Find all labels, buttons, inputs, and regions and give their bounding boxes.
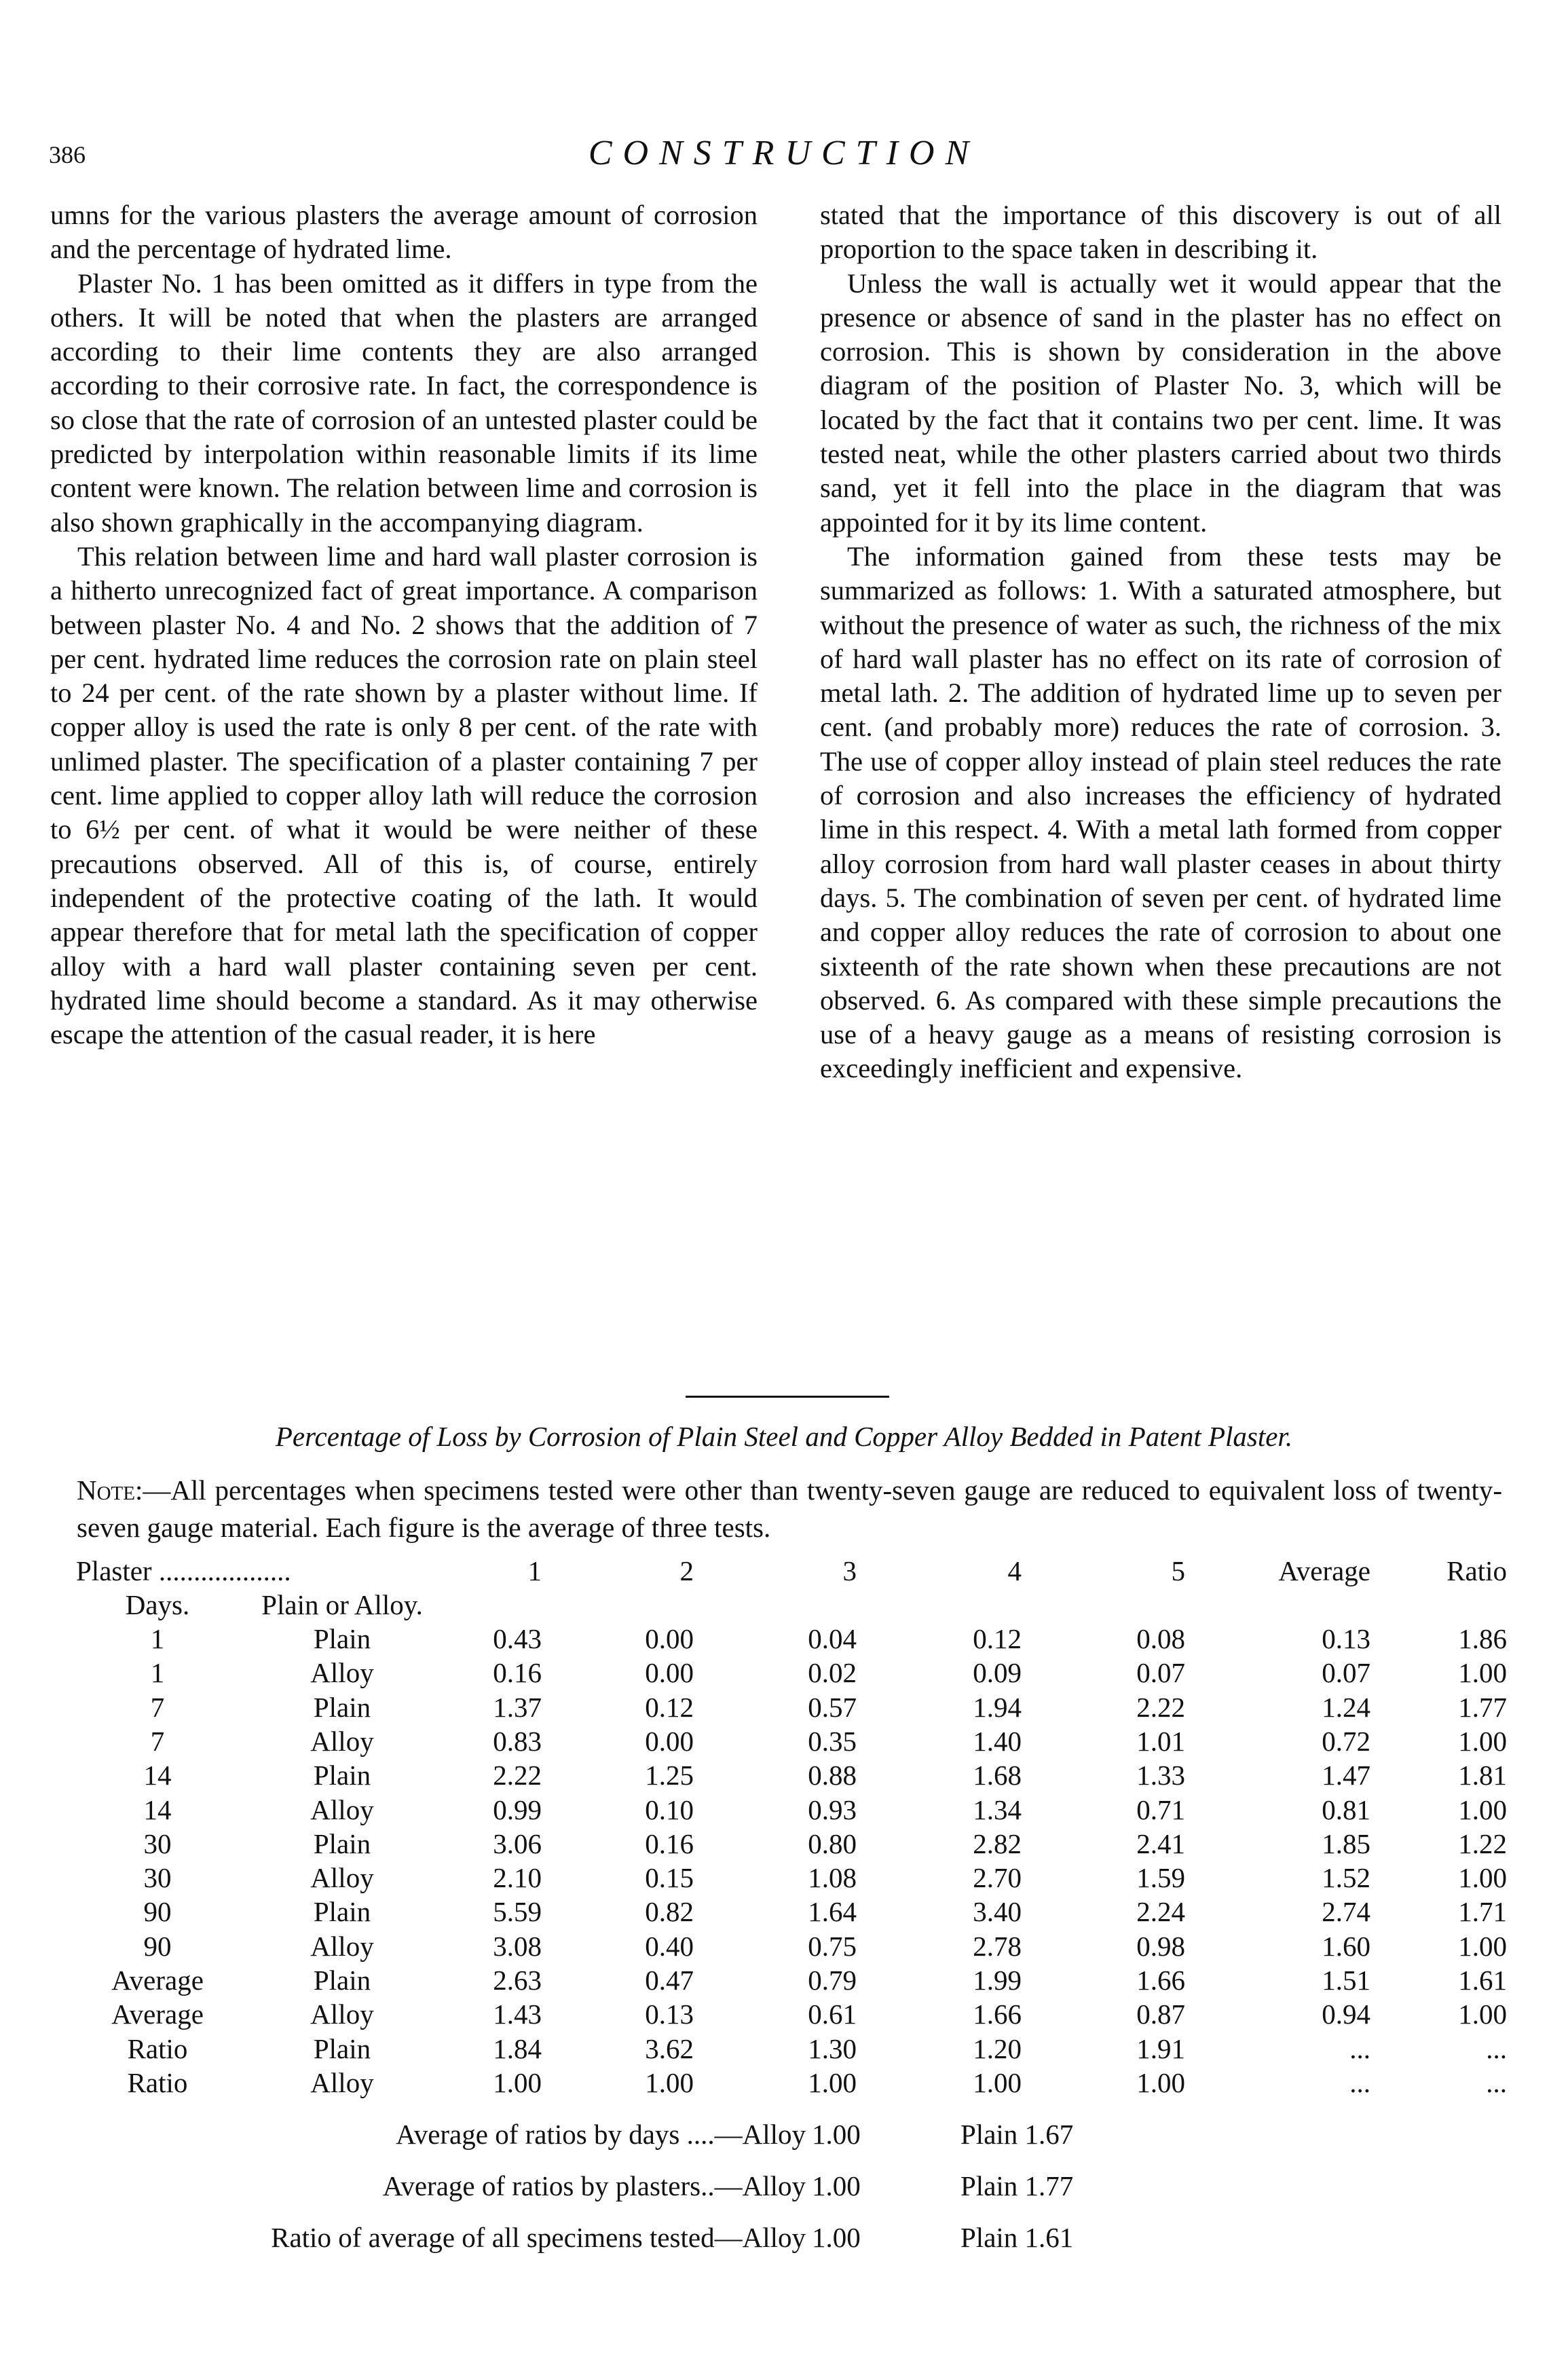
table-cell: 1.20 <box>973 2032 1022 2064</box>
table-cell: 1.68 <box>973 1760 1022 1791</box>
table-cell: 1.84 <box>493 2032 542 2064</box>
summary-plain-value: Plain 1.77 <box>960 2170 1074 2201</box>
table-header-cell: Ratio <box>1446 1555 1507 1586</box>
table-cell: 0.88 <box>808 1760 857 1791</box>
table-cell: 1.66 <box>1136 1965 1185 1996</box>
table-cell-type: Plain <box>313 2032 371 2064</box>
table-cell: 1.33 <box>1136 1760 1185 1791</box>
table-cell: 2.41 <box>1136 1827 1185 1859</box>
table-cell: 1.37 <box>493 1691 542 1723</box>
table-cell: 1.77 <box>1458 1691 1507 1723</box>
table-cell: 1.43 <box>493 1998 542 2030</box>
table-cell-type: Alloy <box>310 1657 374 1689</box>
right-column <box>820 198 1501 1086</box>
table-cell: 1.34 <box>973 1793 1022 1825</box>
table-cell: 1.47 <box>1322 1760 1370 1791</box>
table-cell: 1.61 <box>1458 1965 1507 1996</box>
table-cell: 2.70 <box>973 1862 1022 1894</box>
table-cell-days: Average <box>111 1998 204 2030</box>
table-cell-days: Average <box>111 1965 204 1996</box>
table-cell: 1.85 <box>1322 1827 1370 1859</box>
table-cell: 0.07 <box>1136 1657 1185 1689</box>
table-cell-type: Plain <box>313 1623 371 1654</box>
table-cell-days: 1 <box>150 1657 165 1689</box>
table-cell-type: Alloy <box>310 1793 374 1825</box>
table-cell: 3.40 <box>973 1896 1022 1928</box>
table-cell-days: Ratio <box>127 2032 188 2064</box>
table-cell: 1.00 <box>1458 1862 1507 1894</box>
paragraph: Unless the wall is actually wet it would appear that the presence or absence of sand in the plaster has no effect on corrosion. This is shown by consideration in the above diagram of the position of Plaster No. 3, which will be located by the fact that it contains two per cent. lime. It was tested neat, while the other plasters carried about two thirds sand, yet it fell into the place in the diagram that was appointed for it by its lime content. <box>820 267 1501 538</box>
table-header-cell: 3 <box>842 1555 857 1586</box>
table-cell: 1.00 <box>973 2066 1022 2098</box>
table-cell: 0.16 <box>645 1827 694 1859</box>
running-head: CONSTRUCTION <box>588 134 980 172</box>
table-cell: 2.22 <box>1136 1691 1185 1723</box>
page-number: 386 <box>49 141 86 168</box>
table-cell: 0.81 <box>1322 1793 1370 1825</box>
summary-label: Ratio of average of all specimens tested—Alloy <box>271 2222 806 2253</box>
table-cell: 1.60 <box>1322 1930 1370 1962</box>
table-cell-days: 14 <box>143 1793 172 1825</box>
table-cell: 1.01 <box>1136 1725 1185 1757</box>
note-text: :—All percentages when specimens tested were other than twenty-seven gauge are reduced to equivalent loss of twenty-seven gauge material. Each figure is the average of three tests. <box>77 1474 1502 1543</box>
table-cell: 2.78 <box>973 1930 1022 1962</box>
table-cell: 0.10 <box>645 1793 694 1825</box>
table-cell: 0.07 <box>1322 1657 1370 1689</box>
table-cell: 1.00 <box>808 2066 857 2098</box>
table-cell-type: Plain <box>313 1760 371 1791</box>
paragraph: umns for the various plasters the average amount of corrosion and the percentage of hydrated lime. <box>50 200 758 265</box>
table-cell: 0.13 <box>1322 1623 1370 1654</box>
table-cell: 2.22 <box>493 1760 542 1791</box>
table-cell-days: 90 <box>143 1930 172 1962</box>
table-cell-type: Plain <box>313 1827 371 1859</box>
table-cell: 1.99 <box>973 1965 1022 1996</box>
table-cell: 1.59 <box>1136 1862 1185 1894</box>
table-cell: 0.40 <box>645 1930 694 1962</box>
table-cell: 2.82 <box>973 1827 1022 1859</box>
table-note <box>77 1472 1502 1546</box>
table-header-label: Plaster ................... <box>76 1555 291 1586</box>
table-header-cell: 5 <box>1171 1555 1185 1586</box>
table-cell: 0.02 <box>808 1657 857 1689</box>
table-cell: 1.91 <box>1136 2032 1185 2064</box>
table-cell: 3.62 <box>645 2032 694 2064</box>
table-cell: 3.06 <box>493 1827 542 1859</box>
table-cell: 0.00 <box>645 1657 694 1689</box>
table-cell-type: Alloy <box>310 1930 374 1962</box>
table-cell: ... <box>1349 2066 1370 2098</box>
table-cell: 1.40 <box>973 1725 1022 1757</box>
table-cell: 0.93 <box>808 1793 857 1825</box>
table-title: Percentage of Loss by Corrosion of Plain Steel and Copper Alloy Bedded in Patent Plaster. <box>275 1421 1293 1452</box>
table-cell: 0.09 <box>973 1657 1022 1689</box>
summary-alloy-value: 1.00 <box>812 2170 861 2201</box>
table-cell-days: 30 <box>143 1827 172 1859</box>
table-cell: 1.00 <box>645 2066 694 2098</box>
table-subheader-type: Plain or Alloy. <box>261 1589 423 1620</box>
paragraph: The information gained from these tests may be summarized as follows: 1. With a saturated atmosphere, but without the presence of water as such, the richness of the mix of hard wall plaster has no effect on its rate of corrosion of metal lath. 2. The addition of hydrated lime up to seven per cent. (and probably more) reduces the rate of corrosion. 3. The use of copper alloy instead of plain steel reduces the rate of corrosion and also increases the efficiency of hydrated lime in this respect. 4. With a metal lath formed from copper alloy corrosion from hard wall plaster ceases in about thirty days. 5. The combination of seven per cent. of hydrated lime and copper alloy reduces the rate of corrosion to about one sixteenth of the rate shown when these precautions are not observed. 6. As compared with these simple precautions the use of a heavy gauge as a means of resisting corrosion is exceedingly inefficient and expensive. <box>820 540 1501 1084</box>
table-cell: 0.61 <box>808 1998 857 2030</box>
table-cell-type: Plain <box>313 1896 371 1928</box>
table-cell: 1.86 <box>1458 1623 1507 1654</box>
table-cell-days: 7 <box>150 1725 165 1757</box>
table-cell: 5.59 <box>493 1896 542 1928</box>
table-cell: 1.00 <box>1458 1657 1507 1689</box>
table-cell: 0.13 <box>645 1998 694 2030</box>
table-cell: 0.43 <box>493 1623 542 1654</box>
table-cell: 0.12 <box>645 1691 694 1723</box>
table-cell: 0.71 <box>1136 1793 1185 1825</box>
table-cell-type: Alloy <box>310 1998 374 2030</box>
table-cell-type: Alloy <box>310 1862 374 1894</box>
summary-alloy-value: 1.00 <box>812 2119 861 2150</box>
table-cell: 0.57 <box>808 1691 857 1723</box>
table-cell-type: Plain <box>313 1691 371 1723</box>
table-cell: 1.66 <box>973 1998 1022 2030</box>
table-cell-days: 90 <box>143 1896 172 1928</box>
table-cell: 0.87 <box>1136 1998 1185 2030</box>
table-header-cell: 4 <box>1007 1555 1022 1586</box>
table-cell: 1.24 <box>1322 1691 1370 1723</box>
table-cell: 0.15 <box>645 1862 694 1894</box>
table-cell: 1.00 <box>493 2066 542 2098</box>
table-cell: 2.24 <box>1136 1896 1185 1928</box>
table-header-cell: 2 <box>679 1555 694 1586</box>
table-cell: 0.98 <box>1136 1930 1185 1962</box>
summary-plain-value: Plain 1.61 <box>960 2222 1074 2253</box>
table-cell: 1.00 <box>1458 1998 1507 2030</box>
table-cell: 1.30 <box>808 2032 857 2064</box>
table-cell: 1.71 <box>1458 1896 1507 1928</box>
table-cell: 0.83 <box>493 1725 542 1757</box>
paragraph: stated that the importance of this discovery is out of all proportion to the space taken in describing it. <box>820 200 1501 265</box>
table-cell: 2.74 <box>1322 1896 1370 1928</box>
left-column <box>50 198 758 1052</box>
table-header-cell: Average <box>1278 1555 1370 1586</box>
table-cell: 1.00 <box>1458 1793 1507 1825</box>
summary-alloy-value: 1.00 <box>812 2222 861 2253</box>
table-cell: 1.08 <box>808 1862 857 1894</box>
table-cell: 1.81 <box>1458 1760 1507 1791</box>
table-cell: ... <box>1486 2032 1507 2064</box>
table-cell-type: Alloy <box>310 1725 374 1757</box>
table-cell: 1.64 <box>808 1896 857 1928</box>
table-cell: 0.00 <box>645 1623 694 1654</box>
table-header-cell: 1 <box>527 1555 542 1586</box>
table-cell: 3.08 <box>493 1930 542 1962</box>
table-cell: 0.12 <box>973 1623 1022 1654</box>
paragraph: Plaster No. 1 has been omitted as it differs in type from the others. It will be noted that when the plasters are arranged according to their lime contents they are also arranged according to their corrosive rate. In fact, the correspondence is so close that the rate of corrosion of an untested plaster could be predicted by interpolation within reasonable limits if its lime content were known. The relation between lime and corrosion is also shown graphically in the accompanying diagram. <box>50 267 758 538</box>
section-divider <box>686 1396 889 1398</box>
table-cell: 0.00 <box>645 1725 694 1757</box>
note-label: Note <box>77 1474 135 1506</box>
table-cell: 1.94 <box>973 1691 1022 1723</box>
table-cell: 1.52 <box>1322 1862 1370 1894</box>
table-cell: 1.00 <box>1458 1725 1507 1757</box>
table-cell: 0.08 <box>1136 1623 1185 1654</box>
summary-label: Average of ratios by plasters..—Alloy <box>382 2170 806 2201</box>
table-cell: 1.25 <box>645 1760 694 1791</box>
table-cell: 0.75 <box>808 1930 857 1962</box>
table-cell-type: Alloy <box>310 2066 374 2098</box>
table-cell: 1.00 <box>1458 1930 1507 1962</box>
table-cell-type: Plain <box>313 1965 371 1996</box>
table-cell-days: 14 <box>143 1760 172 1791</box>
table-cell: 0.16 <box>493 1657 542 1689</box>
table-cell-days: 7 <box>150 1691 165 1723</box>
table-cell: 1.00 <box>1136 2066 1185 2098</box>
table-cell: 0.72 <box>1322 1725 1370 1757</box>
table-cell: 0.47 <box>645 1965 694 1996</box>
table-cell: 0.94 <box>1322 1998 1370 2030</box>
summary-plain-value: Plain 1.67 <box>960 2119 1074 2150</box>
table-cell: 2.10 <box>493 1862 542 1894</box>
table-cell: ... <box>1486 2066 1507 2098</box>
table-subheader-days: Days. <box>125 1589 190 1620</box>
table-cell: 0.82 <box>645 1896 694 1928</box>
table-cell: 1.22 <box>1458 1827 1507 1859</box>
table-cell: 1.51 <box>1322 1965 1370 1996</box>
table-cell: 0.79 <box>808 1965 857 1996</box>
summary-label: Average of ratios by days ....—Alloy <box>396 2119 806 2150</box>
table-cell: 2.63 <box>493 1965 542 1996</box>
table-cell-days: Ratio <box>127 2066 188 2098</box>
table-cell-days: 30 <box>143 1862 172 1894</box>
paragraph: This relation between lime and hard wall plaster corrosion is a hitherto unrecognized fact of great importance. A comparison between plaster No. 4 and No. 2 shows that the addition of 7 per cent. hydrated lime reduces the corrosion rate on plain steel to 24 per cent. of the rate shown by a plaster without lime. If copper alloy is used the rate is only 8 per cent. of the rate with unlimed plaster. The specification of a plaster containing 7 per cent. lime applied to copper alloy lath will reduce the corrosion to 6½ per cent. of what it would be were neither of these precautions observed. All of this is, of course, entirely independent of the protective coating of the lath. It would appear therefore that for metal lath the specification of copper alloy with a hard wall plaster containing seven per cent. hydrated lime should become a standard. As it may otherwise escape the attention of the casual reader, it is here <box>50 540 758 1050</box>
table-cell: 0.99 <box>493 1793 542 1825</box>
table-cell: 0.04 <box>808 1623 857 1654</box>
table-cell: 0.35 <box>808 1725 857 1757</box>
table-cell: 0.80 <box>808 1827 857 1859</box>
table-cell-days: 1 <box>150 1623 165 1654</box>
table-cell: ... <box>1349 2032 1370 2064</box>
